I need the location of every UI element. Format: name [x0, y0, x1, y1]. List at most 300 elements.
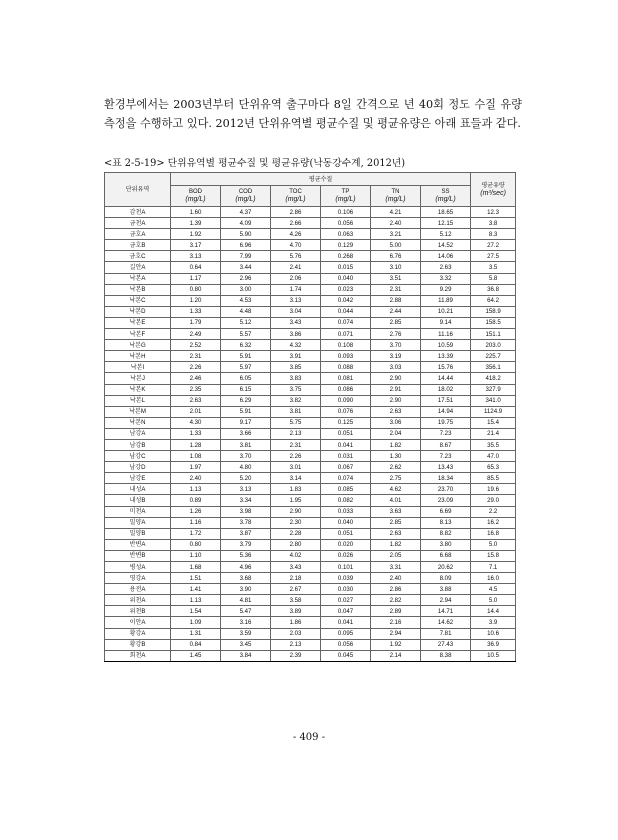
value-cell: 5.91 — [221, 351, 271, 362]
value-cell: 27.5 — [471, 251, 516, 262]
value-cell: 1.60 — [171, 207, 221, 218]
value-cell: 5.20 — [221, 473, 271, 484]
site-cell: 남강A — [105, 428, 171, 439]
value-cell: 14.4 — [471, 606, 516, 617]
value-cell: 2.03 — [271, 628, 321, 639]
value-cell: 12.3 — [471, 207, 516, 218]
value-cell: 14.71 — [421, 606, 471, 617]
value-cell: 3.80 — [421, 539, 471, 550]
value-cell: 12.15 — [421, 218, 471, 229]
site-cell: 남강C — [105, 451, 171, 462]
value-cell: 2.40 — [171, 473, 221, 484]
value-cell: 65.3 — [471, 462, 516, 473]
table-body — [105, 207, 516, 662]
site-cell: 낙본E — [105, 317, 171, 328]
value-cell: 0.047 — [321, 606, 371, 617]
header-site: 단위유역 — [105, 173, 171, 207]
value-cell: 3.90 — [221, 584, 271, 595]
value-cell: 20.62 — [421, 562, 471, 573]
value-cell: 1.30 — [371, 451, 421, 462]
site-cell: 낙본D — [105, 306, 171, 317]
value-cell: 1.68 — [171, 562, 221, 573]
site-cell: 길안A — [105, 262, 171, 273]
table-row — [105, 451, 516, 462]
value-cell: 10.5 — [471, 650, 516, 661]
value-cell: 14.62 — [421, 617, 471, 628]
value-cell: 5.12 — [421, 229, 471, 240]
table-row — [105, 295, 516, 306]
value-cell: 2.89 — [371, 606, 421, 617]
value-cell: 0.108 — [321, 340, 371, 351]
value-cell: 2.94 — [371, 628, 421, 639]
value-cell: 3.8 — [471, 218, 516, 229]
value-cell: 3.31 — [371, 562, 421, 573]
value-cell: 1124.9 — [471, 406, 516, 417]
value-cell: 2.39 — [271, 650, 321, 661]
value-cell: 4.26 — [271, 229, 321, 240]
value-cell: 2.52 — [171, 340, 221, 351]
column-unit: (mg/L) — [435, 196, 456, 203]
value-cell: 4.96 — [221, 562, 271, 573]
site-cell: 미천A — [105, 506, 171, 517]
value-cell: 9.17 — [221, 417, 271, 428]
value-cell: 3.83 — [271, 373, 321, 384]
value-cell: 3.44 — [221, 262, 271, 273]
value-cell: 0.84 — [171, 639, 221, 650]
value-cell: 6.32 — [221, 340, 271, 351]
header-flow-label: 평균유량 — [481, 182, 505, 189]
site-cell: 금호C — [105, 251, 171, 262]
table-row — [105, 462, 516, 473]
column-name: COD — [238, 189, 253, 195]
site-cell: 낙본K — [105, 384, 171, 395]
table-row — [105, 329, 516, 340]
value-cell: 2.63 — [421, 262, 471, 273]
value-cell: 3.13 — [221, 484, 271, 495]
value-cell: 3.32 — [421, 273, 471, 284]
value-cell: 15.76 — [421, 362, 471, 373]
site-cell: 반변B — [105, 550, 171, 561]
value-cell: 7.1 — [471, 562, 516, 573]
site-cell: 내성B — [105, 495, 171, 506]
value-cell: 1.28 — [171, 439, 221, 450]
value-cell: 7.99 — [221, 251, 271, 262]
table-row — [105, 417, 516, 428]
value-cell: 8.67 — [421, 439, 471, 450]
site-cell: 낙본J — [105, 373, 171, 384]
value-cell: 0.039 — [321, 573, 371, 584]
table-row — [105, 573, 516, 584]
site-cell: 위천B — [105, 606, 171, 617]
value-cell: 0.093 — [321, 351, 371, 362]
value-cell: 2.62 — [371, 462, 421, 473]
value-cell: 327.9 — [471, 384, 516, 395]
value-cell: 3.89 — [271, 606, 321, 617]
intro-paragraph: 환경부에서는 2003년부터 단위유역 출구마다 8일 간격으로 년 40회 정도 수질 유량 측정을 수행하고 있다. 2012년 단위유역별 평균수질 및 평균유량은 아래 표들과 같다. — [104, 98, 522, 130]
value-cell: 1.33 — [171, 428, 221, 439]
site-cell: 낙본I — [105, 362, 171, 373]
value-cell: 3.13 — [271, 295, 321, 306]
site-cell: 낙본C — [105, 295, 171, 306]
value-cell: 4.80 — [221, 462, 271, 473]
value-cell: 2.90 — [371, 395, 421, 406]
table-row — [105, 218, 516, 229]
table-row — [105, 484, 516, 495]
value-cell: 2.28 — [271, 528, 321, 539]
value-cell: 16.2 — [471, 517, 516, 528]
value-cell: 3.70 — [221, 451, 271, 462]
site-cell: 남강D — [105, 462, 171, 473]
value-cell: 1.41 — [171, 584, 221, 595]
site-cell: 감천A — [105, 207, 171, 218]
value-cell: 3.04 — [271, 306, 321, 317]
value-cell: 2.90 — [371, 373, 421, 384]
value-cell: 5.90 — [221, 229, 271, 240]
value-cell: 19.6 — [471, 484, 516, 495]
value-cell: 2.76 — [371, 329, 421, 340]
table-row — [105, 362, 516, 373]
value-cell: 3.51 — [371, 273, 421, 284]
table-row — [105, 528, 516, 539]
value-cell: 8.38 — [421, 650, 471, 661]
table-row — [105, 284, 516, 295]
value-cell: 3.13 — [171, 251, 221, 262]
value-cell: 19.75 — [421, 417, 471, 428]
value-cell: 0.80 — [171, 539, 221, 550]
value-cell: 0.040 — [321, 517, 371, 528]
column-unit: (mg/L) — [385, 196, 406, 203]
table-row — [105, 517, 516, 528]
value-cell: 6.69 — [421, 506, 471, 517]
value-cell: 1.74 — [271, 284, 321, 295]
header-flow-unit: (m³/sec) — [480, 189, 506, 197]
value-cell: 2.67 — [271, 584, 321, 595]
value-cell: 4.81 — [221, 595, 271, 606]
value-cell: 14.06 — [421, 251, 471, 262]
value-cell: 3.5 — [471, 262, 516, 273]
value-cell: 1.31 — [171, 628, 221, 639]
value-cell: 0.125 — [321, 417, 371, 428]
value-cell: 2.90 — [271, 506, 321, 517]
value-cell: 3.78 — [221, 517, 271, 528]
value-cell: 1.16 — [171, 517, 221, 528]
site-cell: 내성A — [105, 484, 171, 495]
site-cell: 낙본G — [105, 340, 171, 351]
value-cell: 0.081 — [321, 373, 371, 384]
header-flow — [471, 173, 516, 207]
table-row — [105, 473, 516, 484]
column-header-bod — [171, 186, 221, 207]
value-cell: 6.96 — [221, 240, 271, 251]
value-cell: 9.29 — [421, 284, 471, 295]
value-cell: 4.62 — [371, 484, 421, 495]
site-cell: 낙본B — [105, 284, 171, 295]
value-cell: 1.92 — [371, 639, 421, 650]
value-cell: 0.044 — [321, 306, 371, 317]
value-cell: 0.067 — [321, 462, 371, 473]
value-cell: 5.36 — [221, 550, 271, 561]
value-cell: 2.18 — [271, 573, 321, 584]
value-cell: 0.020 — [321, 539, 371, 550]
value-cell: 2.82 — [371, 595, 421, 606]
value-cell: 2.16 — [371, 617, 421, 628]
value-cell: 2.88 — [371, 295, 421, 306]
column-header-ss — [421, 186, 471, 207]
value-cell: 1.92 — [171, 229, 221, 240]
table-row — [105, 340, 516, 351]
value-cell: 3.79 — [221, 539, 271, 550]
table-container — [104, 172, 515, 662]
value-cell: 2.63 — [371, 528, 421, 539]
site-cell: 용전A — [105, 584, 171, 595]
value-cell: 4.53 — [221, 295, 271, 306]
value-cell: 0.045 — [321, 650, 371, 661]
value-cell: 2.40 — [371, 218, 421, 229]
value-cell: 2.13 — [271, 428, 321, 439]
value-cell: 3.59 — [221, 628, 271, 639]
value-cell: 27.43 — [421, 639, 471, 650]
table-row — [105, 262, 516, 273]
value-cell: 4.21 — [371, 207, 421, 218]
value-cell: 47.0 — [471, 451, 516, 462]
table-row — [105, 439, 516, 450]
value-cell: 3.81 — [221, 439, 271, 450]
value-cell: 21.4 — [471, 428, 516, 439]
value-cell: 1.83 — [271, 484, 321, 495]
value-cell: 14.94 — [421, 406, 471, 417]
value-cell: 0.074 — [321, 317, 371, 328]
value-cell: 3.70 — [371, 340, 421, 351]
value-cell: 23.09 — [421, 495, 471, 506]
value-cell: 2.04 — [371, 428, 421, 439]
value-cell: 5.0 — [471, 595, 516, 606]
value-cell: 2.44 — [371, 306, 421, 317]
table-row — [105, 373, 516, 384]
value-cell: 1.86 — [271, 617, 321, 628]
table-row — [105, 306, 516, 317]
value-cell: 2.06 — [271, 273, 321, 284]
table-row — [105, 384, 516, 395]
value-cell: 2.26 — [271, 451, 321, 462]
header-row-top — [105, 173, 516, 186]
value-cell: 3.17 — [171, 240, 221, 251]
value-cell: 0.027 — [321, 595, 371, 606]
value-cell: 2.41 — [271, 262, 321, 273]
value-cell: 11.16 — [421, 329, 471, 340]
value-cell: 2.91 — [371, 384, 421, 395]
site-cell: 병성A — [105, 562, 171, 573]
table-row — [105, 639, 516, 650]
site-cell: 위천A — [105, 595, 171, 606]
value-cell: 3.98 — [221, 506, 271, 517]
value-cell: 2.49 — [171, 329, 221, 340]
value-cell: 3.91 — [271, 351, 321, 362]
value-cell: 2.96 — [221, 273, 271, 284]
value-cell: 3.63 — [371, 506, 421, 517]
value-cell: 0.088 — [321, 362, 371, 373]
value-cell: 0.64 — [171, 262, 221, 273]
value-cell: 0.023 — [321, 284, 371, 295]
value-cell: 27.2 — [471, 240, 516, 251]
value-cell: 0.095 — [321, 628, 371, 639]
site-cell: 낙본H — [105, 351, 171, 362]
value-cell: 13.39 — [421, 351, 471, 362]
value-cell: 5.76 — [271, 251, 321, 262]
value-cell: 3.01 — [271, 462, 321, 473]
value-cell: 3.43 — [271, 317, 321, 328]
value-cell: 6.15 — [221, 384, 271, 395]
value-cell: 7.81 — [421, 628, 471, 639]
column-unit: (mg/L) — [335, 196, 356, 203]
value-cell: 0.041 — [321, 439, 371, 450]
value-cell: 4.02 — [271, 550, 321, 561]
value-cell: 2.2 — [471, 506, 516, 517]
value-cell: 3.45 — [221, 639, 271, 650]
column-name: TOC — [289, 189, 302, 195]
value-cell: 6.76 — [371, 251, 421, 262]
value-cell: 36.9 — [471, 639, 516, 650]
value-cell: 18.65 — [421, 207, 471, 218]
site-cell: 황강B — [105, 639, 171, 650]
value-cell: 4.37 — [221, 207, 271, 218]
header-quality: 평균수질 — [171, 173, 471, 186]
value-cell: 3.66 — [221, 428, 271, 439]
table-row — [105, 550, 516, 561]
value-cell: 35.5 — [471, 439, 516, 450]
value-cell: 0.268 — [321, 251, 371, 262]
value-cell: 8.13 — [421, 517, 471, 528]
value-cell: 5.57 — [221, 329, 271, 340]
site-cell: 낙본F — [105, 329, 171, 340]
value-cell: 2.85 — [371, 317, 421, 328]
value-cell: 1.26 — [171, 506, 221, 517]
column-name: SS — [441, 189, 450, 195]
table-row — [105, 229, 516, 240]
value-cell: 13.43 — [421, 462, 471, 473]
value-cell: 2.31 — [371, 284, 421, 295]
value-cell: 356.1 — [471, 362, 516, 373]
value-cell: 1.95 — [271, 495, 321, 506]
value-cell: 3.00 — [221, 284, 271, 295]
table-row — [105, 273, 516, 284]
column-unit: (mg/L) — [235, 196, 256, 203]
value-cell: 7.23 — [421, 428, 471, 439]
value-cell: 2.86 — [271, 207, 321, 218]
value-cell: 2.14 — [371, 650, 421, 661]
column-name: BOD — [188, 189, 202, 195]
value-cell: 1.09 — [171, 617, 221, 628]
value-cell: 10.21 — [421, 306, 471, 317]
value-cell: 2.01 — [171, 406, 221, 417]
value-cell: 0.086 — [321, 384, 371, 395]
value-cell: 0.040 — [321, 273, 371, 284]
value-cell: 3.43 — [271, 562, 321, 573]
value-cell: 3.9 — [471, 617, 516, 628]
value-cell: 2.46 — [171, 373, 221, 384]
value-cell: 5.0 — [471, 539, 516, 550]
value-cell: 18.34 — [421, 473, 471, 484]
value-cell: 3.68 — [221, 573, 271, 584]
value-cell: 0.030 — [321, 584, 371, 595]
column-header-tn — [371, 186, 421, 207]
table-caption: <표 2-5-19> 단위유역별 평균수질 및 평균유량(낙동강수계, 2012년) — [104, 158, 406, 169]
value-cell: 2.63 — [371, 406, 421, 417]
value-cell: 36.8 — [471, 284, 516, 295]
value-cell: 2.05 — [371, 550, 421, 561]
value-cell: 1.54 — [171, 606, 221, 617]
value-cell: 4.09 — [221, 218, 271, 229]
column-header-tp — [321, 186, 371, 207]
value-cell: 5.91 — [221, 406, 271, 417]
value-cell: 3.81 — [271, 406, 321, 417]
value-cell: 5.00 — [371, 240, 421, 251]
value-cell: 0.106 — [321, 207, 371, 218]
value-cell: 0.042 — [321, 295, 371, 306]
value-cell: 1.33 — [171, 306, 221, 317]
value-cell: 3.75 — [271, 384, 321, 395]
value-cell: 0.129 — [321, 240, 371, 251]
value-cell: 5.12 — [221, 317, 271, 328]
value-cell: 1.08 — [171, 451, 221, 462]
site-cell: 이안A — [105, 617, 171, 628]
value-cell: 10.59 — [421, 340, 471, 351]
value-cell: 2.13 — [271, 639, 321, 650]
value-cell: 225.7 — [471, 351, 516, 362]
table-row — [105, 628, 516, 639]
value-cell: 8.09 — [421, 573, 471, 584]
value-cell: 0.80 — [171, 284, 221, 295]
value-cell: 203.0 — [471, 340, 516, 351]
value-cell: 11.89 — [421, 295, 471, 306]
site-cell: 낙본A — [105, 273, 171, 284]
value-cell: 0.89 — [171, 495, 221, 506]
value-cell: 10.6 — [471, 628, 516, 639]
table-row — [105, 539, 516, 550]
column-unit: (mg/L) — [185, 196, 206, 203]
value-cell: 18.02 — [421, 384, 471, 395]
table-row — [105, 406, 516, 417]
value-cell: 4.70 — [271, 240, 321, 251]
table-row — [105, 317, 516, 328]
value-cell: 3.82 — [271, 395, 321, 406]
value-cell: 1.51 — [171, 573, 221, 584]
column-name: TN — [391, 189, 400, 195]
site-cell: 낙본N — [105, 417, 171, 428]
site-cell: 영강A — [105, 573, 171, 584]
value-cell: 418.2 — [471, 373, 516, 384]
table-row — [105, 495, 516, 506]
site-cell: 남강B — [105, 439, 171, 450]
value-cell: 7.23 — [421, 451, 471, 462]
value-cell: 17.51 — [421, 395, 471, 406]
value-cell: 4.48 — [221, 306, 271, 317]
value-cell: 2.80 — [271, 539, 321, 550]
value-cell: 8.3 — [471, 229, 516, 240]
value-cell: 0.041 — [321, 617, 371, 628]
table-row — [105, 584, 516, 595]
value-cell: 2.40 — [371, 573, 421, 584]
site-cell: 낙본L — [105, 395, 171, 406]
value-cell: 9.14 — [421, 317, 471, 328]
value-cell: 1.13 — [171, 484, 221, 495]
value-cell: 0.015 — [321, 262, 371, 273]
value-cell: 1.82 — [371, 539, 421, 550]
value-cell: 2.86 — [371, 584, 421, 595]
value-cell: 2.75 — [371, 473, 421, 484]
value-cell: 3.85 — [271, 362, 321, 373]
value-cell: 1.79 — [171, 317, 221, 328]
table-row — [105, 240, 516, 251]
